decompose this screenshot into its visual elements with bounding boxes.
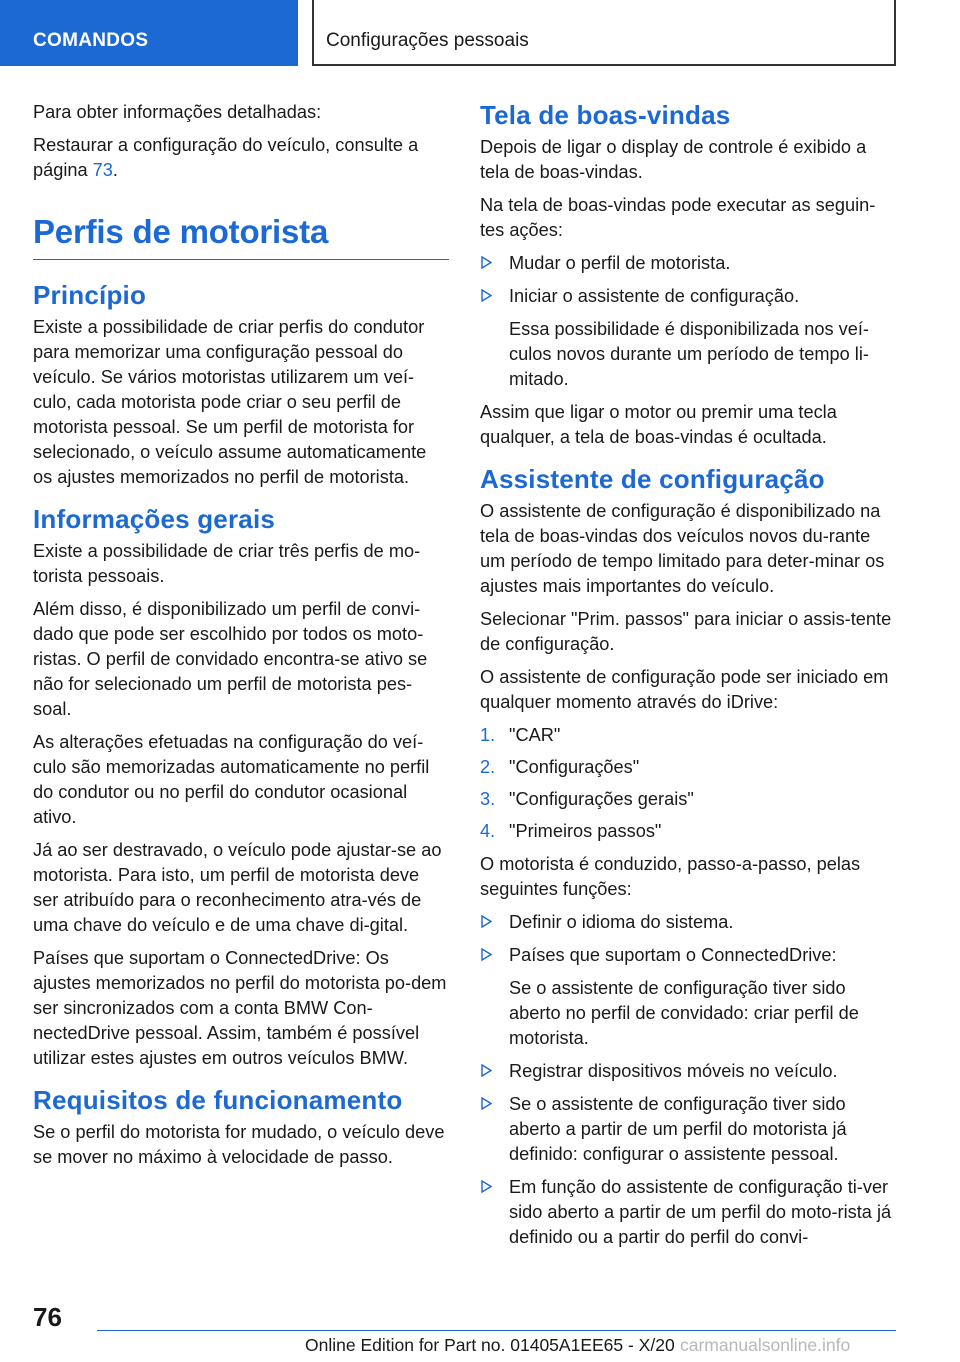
page-link[interactable]: 73: [92, 160, 113, 180]
boas-vindas-note: Essa possibilidade é disponibilizada nos veí-culos novos durante um período de tempo li-mitado.: [509, 319, 869, 389]
page-number: 76: [33, 1302, 62, 1332]
gerais-paragraph-5: Países que suportam o ConnectedDrive: Os ajustes memorizados no perfil do motorista po-dem ser sincronizados com a conta BMW Con-nectedDrive pessoal. Assim, também é possível utilizar estes ajustes em outros veículos BMW.: [33, 948, 447, 1068]
list-item: [480, 1059, 898, 1084]
reference-text: Restaurar a configuração do veículo, consulte a página: [33, 135, 419, 180]
list-item: [480, 1175, 898, 1250]
edition-text: Online Edition for Part no. 01405A1EE65 - X/20: [305, 1335, 675, 1355]
principio-text: Existe a possibilidade de criar perfis do condutor para memorizar uma configuração pessoal do veículo. Se vários motoristas utilizarem um veí-culo, cada motorista pode criar o seu perfil de motorista pessoal. Se um perfil de motorista for selecionado, o veículo assume automaticamente os ajustes memorizados no perfil de motorista.: [33, 317, 427, 487]
list-item: [480, 284, 898, 309]
list-item-text: Mudar o perfil de motorista.: [509, 253, 731, 273]
chapter-title: Configurações pessoais: [312, 0, 896, 66]
step-number: 4.: [480, 821, 496, 841]
chapter-heading: Perfis de motorista: [33, 213, 449, 260]
reference-suffix: .: [112, 160, 118, 180]
step-text: "Primeiros passos": [509, 821, 662, 841]
list-item-text: Países que suportam o ConnectedDrive:: [509, 945, 837, 965]
assistente-paragraph-2: Selecionar "Prim. passos" para iniciar o assis-tente de configuração.: [480, 609, 892, 654]
boas-vindas-list: [480, 251, 898, 309]
right-column: [480, 100, 898, 1258]
requisitos-text: Se o perfil do motorista for mudado, o veículo deve se mover no máximo à velocidade de passo.: [33, 1122, 445, 1167]
step-item: [480, 755, 898, 780]
functions-list: [480, 910, 898, 968]
list-item-text: Em função do assistente de configuração ti-ver sido aberto a partir de um perfil do moto-rista já definido ou a partir do perfil do convi-: [509, 1177, 892, 1247]
triangle-bullet-icon: [481, 1097, 492, 1110]
assistente-heading: Assistente de configuração: [480, 464, 825, 494]
principio-heading: Princípio: [33, 280, 147, 310]
footer-divider: [97, 1330, 896, 1331]
list-item-text: Se o assistente de configuração tiver sido aberto a partir de um perfil do motorista já definido: configurar o assistente pessoal.: [509, 1094, 847, 1164]
list-item-text: Iniciar o assistente de configuração.: [509, 286, 800, 306]
section-tab: COMANDOS: [0, 0, 298, 66]
triangle-bullet-icon: [481, 915, 492, 928]
step-number: 1.: [480, 725, 496, 745]
gerais-paragraph-4: Já ao ser destravado, o veículo pode ajustar-se ao motorista. Para isto, um perfil de motorista deve ser atribuído para o reconhecimento atra-vés de uma chave do veículo e de uma chave di-gital.: [33, 840, 442, 935]
triangle-bullet-icon: [481, 948, 492, 961]
list-item: [480, 943, 898, 968]
requisitos-heading: Requisitos de funcionamento: [33, 1085, 403, 1115]
gerais-paragraph-1: Existe a possibilidade de criar três perfis de mo-torista pessoais.: [33, 541, 421, 586]
functions-list-continued: [480, 1059, 898, 1250]
functions-note: Se o assistente de configuração tiver sido aberto no perfil de convidado: criar perfil de motorista.: [509, 978, 859, 1048]
boas-vindas-paragraph-1: Depois de ligar o display de controle é exibido a tela de boas-vindas.: [480, 137, 867, 182]
step-text: "Configurações": [509, 757, 640, 777]
boas-vindas-heading: Tela de boas-vindas: [480, 100, 731, 130]
page-header: [0, 0, 960, 66]
step-text: "Configurações gerais": [509, 789, 694, 809]
list-item-text: Registrar dispositivos móveis no veículo.: [509, 1061, 838, 1081]
watermark: carmanualsonline.info: [680, 1335, 851, 1355]
list-item: [480, 251, 898, 276]
idrive-steps: [480, 723, 898, 844]
left-column: [33, 100, 449, 1178]
boas-vindas-paragraph-2: Na tela de boas-vindas pode executar as seguin-tes ações:: [480, 195, 876, 240]
gerais-heading: Informações gerais: [33, 504, 276, 534]
triangle-bullet-icon: [481, 289, 492, 302]
assistente-paragraph-1: O assistente de configuração é disponibilizado na tela de boas-vindas dos veículos novos du-rante um período de tempo limitado para deter-minar os ajustes mais importantes do veículo.: [480, 501, 885, 596]
triangle-bullet-icon: [481, 256, 492, 269]
triangle-bullet-icon: [481, 1180, 492, 1193]
list-item-text: Definir o idioma do sistema.: [509, 912, 734, 932]
step-number: 2.: [480, 757, 496, 777]
boas-vindas-paragraph-3: Assim que ligar o motor ou premir uma tecla qualquer, a tela de boas-vindas é ocultada.: [480, 402, 837, 447]
step-item: [480, 723, 898, 748]
step-item: [480, 787, 898, 812]
assistente-paragraph-3: O assistente de configuração pode ser iniciado em qualquer momento através do iDrive:: [480, 667, 889, 712]
triangle-bullet-icon: [481, 1064, 492, 1077]
step-item: [480, 819, 898, 844]
gerais-paragraph-3: As alterações efetuadas na configuração do veí-culo são memorizadas automaticamente no perfil do condutor ou no perfil do condutor ocasional ativo.: [33, 732, 430, 827]
list-item: [480, 1092, 898, 1167]
assistente-paragraph-4: O motorista é conduzido, passo-a-passo, pelas seguintes funções:: [480, 854, 861, 899]
step-number: 3.: [480, 789, 496, 809]
intro-reference: [33, 133, 449, 183]
gerais-paragraph-2: Além disso, é disponibilizado um perfil de convi-dado que pode ser escolhido por todos os moto-ristas. O perfil de convidado encontra-se ativo se não for selecionado um perfil de motorista pes-soal.: [33, 599, 428, 719]
step-text: "CAR": [509, 725, 561, 745]
list-item: [480, 910, 898, 935]
intro-paragraph: Para obter informações detalhadas:: [33, 102, 322, 122]
